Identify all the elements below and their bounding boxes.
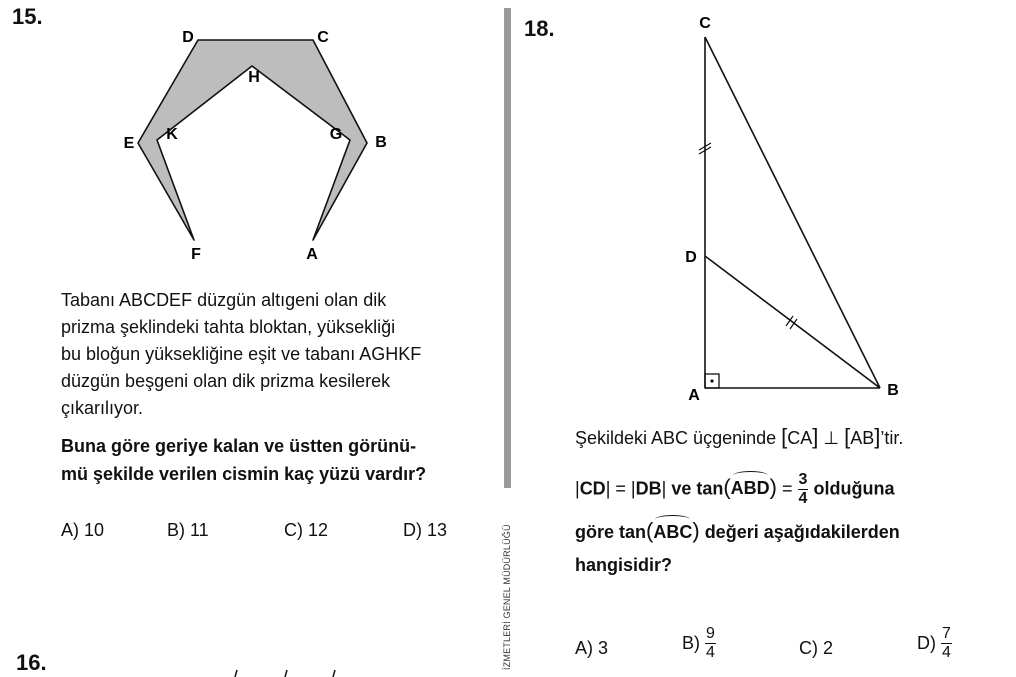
label-D: D <box>182 29 194 46</box>
label-K: K <box>166 126 178 143</box>
segment-ab: AB <box>850 428 875 448</box>
q18-statement-suffix: ’tir. <box>880 428 904 448</box>
segment-cd: CD <box>579 478 606 499</box>
label-D: D <box>685 249 697 266</box>
label-A: A <box>306 246 318 263</box>
q18-question-line-2: göre tan( ABC) değeri aşağıdakilerden <box>575 518 900 544</box>
segment-db <box>705 256 880 388</box>
equals-sign: = <box>615 478 626 499</box>
q18-question-line-3: hangisidir? <box>575 555 673 575</box>
segment-ca: CA <box>787 428 813 448</box>
q15-question-line: Buna göre geriye kalan ve üstten görünü- <box>61 436 417 456</box>
q18-condition: |CD| = |DB| ve tan( ABD) = $\frac{3}{4}$ olduğuna <box>575 471 895 507</box>
q15-text-line: düzgün beşgeni olan dik prizma kesilerek <box>61 371 391 391</box>
q15-text-line: bu bloğun yüksekliğine eşit ve tabanı AGHKF <box>61 344 422 364</box>
divider-vertical-text: İZMETLERİ GENEL MÜDÜRLÜĞÜ <box>502 524 512 670</box>
q15-text-line: prizma şeklindeki tahta bloktan, yüksekliği <box>61 317 396 337</box>
question-number-15: 15. <box>12 4 43 29</box>
label-H: H <box>248 69 260 86</box>
q18-choice-a[interactable]: A) 3 <box>575 638 609 658</box>
q18-and-tan: ve tan <box>671 478 724 499</box>
hexagon-prism-figure <box>110 20 400 270</box>
fraction-three-fourths: $\frac{3}{4}$ <box>798 471 808 507</box>
q18-choice-c[interactable]: C) 2 <box>799 638 834 658</box>
q18-condition-suffix: olduğuna <box>813 478 895 499</box>
equals-sign-2: = <box>782 478 793 499</box>
q18-choice-d[interactable]: D) $\frac{7}{4}$ <box>917 625 951 661</box>
q15-choice-b[interactable]: B) 11 <box>167 520 209 540</box>
q15-statement <box>61 287 481 422</box>
q16-figure-partial <box>225 668 345 677</box>
side-cb <box>705 37 880 388</box>
perpendicular-symbol: ⊥ <box>823 428 840 448</box>
q15-text-line: çıkarılıyor. <box>61 398 144 418</box>
fraction-nine-fourths: $\frac{9}{4}$ <box>706 625 715 661</box>
angle-abc: ABC <box>653 522 693 542</box>
fraction-seven-fourths: $\frac{7}{4}$ <box>942 625 951 661</box>
q18-statement: Şekildeki ABC üçgeninde [CA] ⊥ [AB]’tir. <box>575 424 904 449</box>
q15-text-line: Tabanı ABCDEF düzgün altıgeni olan dik <box>61 290 387 310</box>
q18-statement-prefix: Şekildeki ABC üçgeninde <box>575 428 782 448</box>
q15-choice-c[interactable]: C) 12 <box>284 520 329 540</box>
q15-question-line: mü şekilde verilen cismin kaç yüzü vardır? <box>61 464 427 484</box>
triangle-abc-figure <box>680 8 910 403</box>
label-B: B <box>887 382 899 399</box>
question-number-18: 18. <box>524 16 555 41</box>
q15-question <box>61 432 501 488</box>
q18-line2-suffix: değeri aşağıdakilerden <box>704 522 900 542</box>
label-C: C <box>317 29 329 46</box>
segment-db: DB <box>635 478 662 499</box>
label-E: E <box>123 135 135 152</box>
q15-choice-d[interactable]: D) 13 <box>403 520 448 540</box>
label-A: A <box>688 387 700 403</box>
label-G: G <box>329 126 343 143</box>
column-divider <box>504 8 511 488</box>
label-B: B <box>375 134 387 151</box>
label-F: F <box>191 246 201 263</box>
question-number-16: 16. <box>16 650 47 675</box>
angle-abd: ABD <box>730 478 770 499</box>
q15-choice-a[interactable]: A) 10 <box>61 520 105 540</box>
label-C: C <box>699 15 711 32</box>
q18-choice-b[interactable]: B) $\frac{9}{4}$ <box>682 625 715 661</box>
q18-line2-prefix: göre tan <box>575 522 647 542</box>
